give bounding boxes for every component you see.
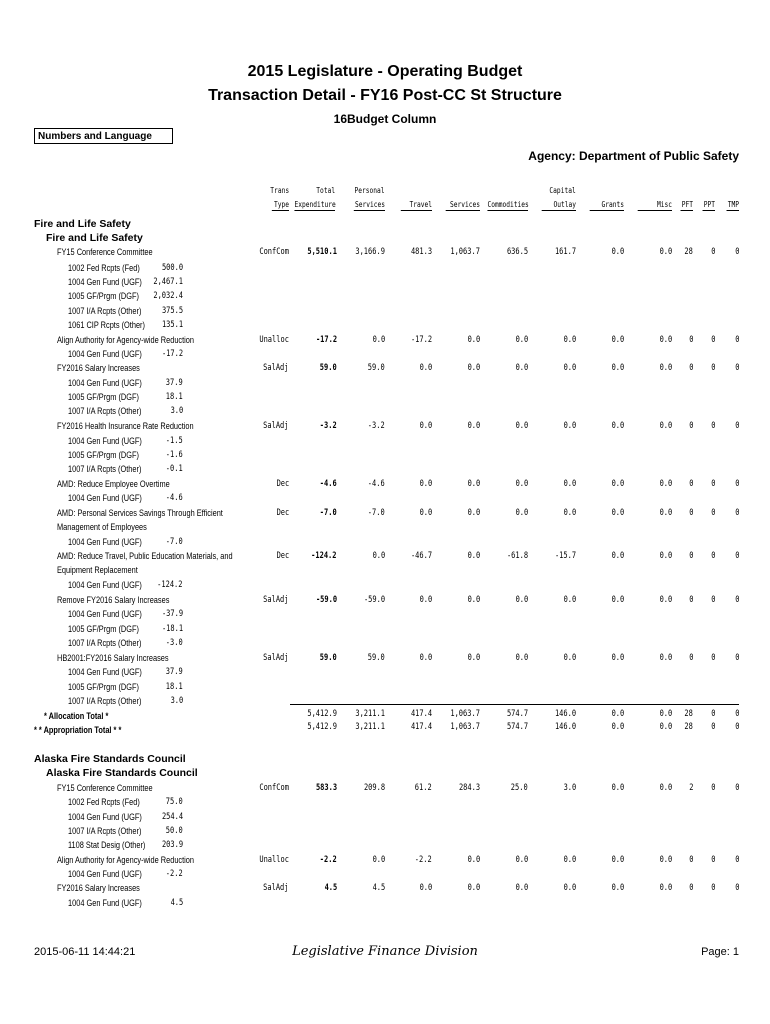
row-value: 0 xyxy=(688,653,693,663)
fund-source-label: 1108 Stat Desig (Other) xyxy=(68,840,146,850)
fund-source-amount: -18.1 xyxy=(161,624,183,634)
allocation-total-value: 1,063.7 xyxy=(450,709,480,719)
row-value: -2.2 xyxy=(415,855,432,865)
col-personal-line1: Personal xyxy=(354,186,385,195)
row-value: -3.2 xyxy=(368,421,385,431)
appropriation-total-value: 1,063.7 xyxy=(450,722,480,732)
row-value: SalAdj xyxy=(263,421,289,431)
appropriation-total-value: 5,412.9 xyxy=(307,722,337,732)
fund-source-label: 1004 Gen Fund (UGF) xyxy=(68,436,142,446)
row-value: 0.0 xyxy=(419,363,432,373)
row-value: Unalloc xyxy=(259,335,289,345)
row-value: 0.0 xyxy=(659,508,672,518)
fund-source-label: 1005 GF/Prgm (DGF) xyxy=(68,624,139,634)
row-value: 636.5 xyxy=(506,247,528,257)
row-value: SalAdj xyxy=(263,653,289,663)
col-trans-line1: Trans xyxy=(270,186,289,195)
row-value: 61.2 xyxy=(415,783,432,793)
row-value: -15.7 xyxy=(554,551,576,561)
transaction-name-cont: Equipment Replacement xyxy=(57,565,138,575)
fund-source-amount: 203.9 xyxy=(161,840,183,850)
col-misc: Misc xyxy=(638,200,672,211)
row-value: 0.0 xyxy=(467,335,480,345)
row-value: -7.0 xyxy=(368,508,385,518)
fund-source-label: 1007 I/A Rcpts (Other) xyxy=(68,638,142,648)
row-value: 0.0 xyxy=(659,595,672,605)
row-value: ConfCom xyxy=(259,783,289,793)
appropriation-total-value: 0.0 xyxy=(659,722,672,732)
row-value: 0.0 xyxy=(515,653,528,663)
fund-source-amount: 4.5 xyxy=(170,898,183,908)
row-value: 59.0 xyxy=(368,653,385,663)
col-pft: PFT xyxy=(681,200,693,209)
appropriation-total-value: 3,211.1 xyxy=(355,722,385,732)
row-value: 0 xyxy=(734,479,739,489)
section-subtitle: Fire and Life Safety xyxy=(46,232,143,244)
allocation-total-value: 0 xyxy=(734,709,739,719)
fund-source-amount: 18.1 xyxy=(166,682,183,692)
fund-source-amount: 18.1 xyxy=(166,392,183,402)
fund-source-amount: -1.5 xyxy=(166,436,183,446)
row-value: 0.0 xyxy=(563,479,576,489)
row-value: 0 xyxy=(688,479,693,489)
fund-source-amount: 135.1 xyxy=(161,320,183,330)
col-capital-line2: Outlay xyxy=(542,200,576,211)
row-value: -7.0 xyxy=(320,508,337,518)
row-value: 0 xyxy=(734,883,739,893)
allocation-total-value: 3,211.1 xyxy=(355,709,385,719)
allocation-total-label: * Allocation Total * xyxy=(44,711,109,721)
row-value: 0.0 xyxy=(515,421,528,431)
transaction-name-cont: Management of Employees xyxy=(57,522,147,532)
fund-source-amount: 3.0 xyxy=(170,696,183,706)
transaction-name: AMD: Reduce Travel, Public Education Materials, and xyxy=(57,551,233,561)
row-value: -2.2 xyxy=(320,855,337,865)
fund-source-amount: 375.5 xyxy=(161,306,183,316)
row-value: 0.0 xyxy=(563,595,576,605)
page-number: Page: 1 xyxy=(701,946,739,958)
row-value: -4.6 xyxy=(320,479,337,489)
fund-source-amount: 37.9 xyxy=(166,667,183,677)
row-value: 0 xyxy=(710,653,715,663)
row-value: 0.0 xyxy=(515,883,528,893)
row-value: 0 xyxy=(688,335,693,345)
row-value: Dec xyxy=(276,479,289,489)
col-grants: Grants xyxy=(590,200,624,211)
fund-source-label: 1004 Gen Fund (UGF) xyxy=(68,349,142,359)
transaction-name: FY2016 Salary Increases xyxy=(57,363,140,373)
appropriation-total-value: 0 xyxy=(734,722,739,732)
row-value: 583.3 xyxy=(315,783,337,793)
fund-source-label: 1007 I/A Rcpts (Other) xyxy=(68,306,142,316)
row-value: -17.2 xyxy=(315,335,337,345)
transaction-name: FY15 Conference Committee xyxy=(57,247,153,257)
row-value: 25.0 xyxy=(511,783,528,793)
row-value: 0 xyxy=(710,883,715,893)
row-value: 59.0 xyxy=(320,653,337,663)
fund-source-label: 1004 Gen Fund (UGF) xyxy=(68,378,142,388)
row-value: 0.0 xyxy=(467,363,480,373)
row-value: 5,510.1 xyxy=(307,247,337,257)
section-subtitle: Alaska Fire Standards Council xyxy=(46,767,198,779)
row-value: 0 xyxy=(734,595,739,605)
fund-source-label: 1005 GF/Prgm (DGF) xyxy=(68,450,139,460)
fund-source-amount: -3.0 xyxy=(166,638,183,648)
row-value: Unalloc xyxy=(259,855,289,865)
row-value: 0.0 xyxy=(659,479,672,489)
numbers-language-box: Numbers and Language xyxy=(34,128,173,144)
transaction-name: AMD: Personal Services Savings Through Efficient xyxy=(57,508,223,518)
fund-source-label: 1061 CIP Rcpts (Other) xyxy=(68,320,145,330)
row-value: 0 xyxy=(710,247,715,257)
totals-rule xyxy=(290,704,739,705)
appropriation-total-value: 146.0 xyxy=(554,722,576,732)
row-value: 0.0 xyxy=(563,421,576,431)
row-value: 0.0 xyxy=(467,551,480,561)
fund-source-amount: 3.0 xyxy=(170,406,183,416)
row-value: 0 xyxy=(710,508,715,518)
fund-source-amount: -4.6 xyxy=(166,493,183,503)
row-value: 0.0 xyxy=(515,479,528,489)
row-value: 0 xyxy=(734,653,739,663)
row-value: 0.0 xyxy=(515,508,528,518)
row-value: 3.0 xyxy=(563,783,576,793)
col-capital-line1: Capital xyxy=(549,186,576,195)
signature-logo: Legislative Finance Division xyxy=(292,944,478,959)
row-value: 0 xyxy=(688,883,693,893)
row-value: 0 xyxy=(710,783,715,793)
row-value: 0.0 xyxy=(419,508,432,518)
row-value: 0.0 xyxy=(611,247,624,257)
row-value: SalAdj xyxy=(263,883,289,893)
appropriation-total-value: 574.7 xyxy=(506,722,528,732)
col-trans-line2: Type xyxy=(272,200,289,211)
fund-source-label: 1007 I/A Rcpts (Other) xyxy=(68,826,142,836)
row-value: Dec xyxy=(276,551,289,561)
report-title: 2015 Legislature - Operating Budget xyxy=(247,63,523,80)
row-value: 0.0 xyxy=(659,421,672,431)
row-value: 0.0 xyxy=(467,855,480,865)
fund-source-amount: 37.9 xyxy=(166,378,183,388)
fund-source-amount: 2,467.1 xyxy=(153,277,183,287)
transaction-name: FY2016 Salary Increases xyxy=(57,883,140,893)
row-value: 0.0 xyxy=(372,551,385,561)
row-value: 0.0 xyxy=(611,421,624,431)
row-value: 0.0 xyxy=(659,247,672,257)
fund-source-amount: 75.0 xyxy=(166,797,183,807)
row-value: 161.7 xyxy=(554,247,576,257)
row-value: 0.0 xyxy=(659,855,672,865)
row-value: ConfCom xyxy=(259,247,289,257)
fund-source-label: 1005 GF/Prgm (DGF) xyxy=(68,682,139,692)
col-tmp: TMP xyxy=(727,200,739,209)
row-value: 0.0 xyxy=(611,883,624,893)
fund-source-amount: 2,032.4 xyxy=(153,291,183,301)
row-value: 0.0 xyxy=(611,363,624,373)
row-value: 0 xyxy=(710,595,715,605)
fund-source-label: 1007 I/A Rcpts (Other) xyxy=(68,696,142,706)
row-value: 284.3 xyxy=(458,783,480,793)
row-value: -17.2 xyxy=(410,335,432,345)
row-value: 0 xyxy=(688,508,693,518)
row-value: 0 xyxy=(734,363,739,373)
row-value: 0.0 xyxy=(611,508,624,518)
row-value: 0 xyxy=(734,247,739,257)
row-value: 0.0 xyxy=(611,479,624,489)
fund-source-label: 1002 Fed Rcpts (Fed) xyxy=(68,263,140,273)
col-travel: Travel xyxy=(401,200,432,211)
row-value: 0.0 xyxy=(419,595,432,605)
row-value: 0.0 xyxy=(515,335,528,345)
fund-source-label: 1004 Gen Fund (UGF) xyxy=(68,493,142,503)
fund-source-label: 1004 Gen Fund (UGF) xyxy=(68,869,142,879)
row-value: 0 xyxy=(710,363,715,373)
fund-source-label: 1004 Gen Fund (UGF) xyxy=(68,609,142,619)
row-value: -61.8 xyxy=(506,551,528,561)
allocation-total-value: 574.7 xyxy=(506,709,528,719)
row-value: 0 xyxy=(710,421,715,431)
row-value: 28 xyxy=(684,247,693,257)
row-value: 0.0 xyxy=(467,653,480,663)
row-value: 0.0 xyxy=(659,653,672,663)
agency-label: Agency: Department of Public Safety xyxy=(528,149,739,163)
transaction-name: FY15 Conference Committee xyxy=(57,783,153,793)
allocation-total-value: 146.0 xyxy=(554,709,576,719)
row-value: 4.5 xyxy=(324,883,337,893)
row-value: 0 xyxy=(688,421,693,431)
fund-source-amount: -2.2 xyxy=(166,869,183,879)
fund-source-label: 1004 Gen Fund (UGF) xyxy=(68,898,142,908)
row-value: 1,063.7 xyxy=(450,247,480,257)
row-value: 0 xyxy=(734,421,739,431)
fund-source-amount: 50.0 xyxy=(166,826,183,836)
row-value: SalAdj xyxy=(263,363,289,373)
row-value: -4.6 xyxy=(368,479,385,489)
row-value: 0.0 xyxy=(515,363,528,373)
transaction-name: HB2001:FY2016 Salary Increases xyxy=(57,653,169,663)
col-commodities: Commodities xyxy=(487,200,529,209)
row-value: 0.0 xyxy=(563,363,576,373)
row-value: 0.0 xyxy=(372,855,385,865)
row-value: 0.0 xyxy=(467,595,480,605)
allocation-total-value: 5,412.9 xyxy=(307,709,337,719)
row-value: 0.0 xyxy=(467,479,480,489)
transaction-name: Align Authority for Agency-wide Reduction xyxy=(57,335,195,345)
row-value: -59.0 xyxy=(363,595,385,605)
col-personal-line2: Services xyxy=(354,200,385,209)
fund-source-label: 1002 Fed Rcpts (Fed) xyxy=(68,797,140,807)
row-value: 0.0 xyxy=(611,783,624,793)
report-timestamp: 2015-06-11 14:44:21 xyxy=(34,946,136,958)
row-value: 0.0 xyxy=(611,855,624,865)
fund-source-amount: 500.0 xyxy=(161,263,183,273)
allocation-total-value: 0.0 xyxy=(611,709,624,719)
row-value: 0.0 xyxy=(611,653,624,663)
row-value: 0 xyxy=(710,551,715,561)
row-value: 0.0 xyxy=(515,855,528,865)
transaction-name: AMD: Reduce Employee Overtime xyxy=(57,479,170,489)
row-value: 0.0 xyxy=(467,508,480,518)
row-value: 0.0 xyxy=(563,855,576,865)
row-value: 0.0 xyxy=(419,883,432,893)
fund-source-label: 1004 Gen Fund (UGF) xyxy=(68,277,142,287)
row-value: 3,166.9 xyxy=(355,247,385,257)
row-value: 0.0 xyxy=(659,335,672,345)
row-value: 0 xyxy=(688,595,693,605)
row-value: 0 xyxy=(734,783,739,793)
row-value: 0.0 xyxy=(372,335,385,345)
budget-column-label: 16Budget Column xyxy=(333,112,437,126)
fund-source-amount: -0.1 xyxy=(166,464,183,474)
allocation-total-value: 28 xyxy=(684,709,693,719)
fund-source-amount: -17.2 xyxy=(161,349,183,359)
section-title: Fire and Life Safety xyxy=(34,218,131,230)
fund-source-label: 1007 I/A Rcpts (Other) xyxy=(68,406,142,416)
row-value: 0.0 xyxy=(659,883,672,893)
fund-source-amount: -37.9 xyxy=(161,609,183,619)
row-value: 0.0 xyxy=(467,883,480,893)
appropriation-total-value: 0 xyxy=(710,722,715,732)
row-value: 0 xyxy=(734,335,739,345)
row-value: SalAdj xyxy=(263,595,289,605)
row-value: 2 xyxy=(688,783,693,793)
row-value: 0.0 xyxy=(563,508,576,518)
appropriation-total-value: 0.0 xyxy=(611,722,624,732)
row-value: -46.7 xyxy=(410,551,432,561)
fund-source-label: 1005 GF/Prgm (DGF) xyxy=(68,291,139,301)
row-value: 209.8 xyxy=(363,783,385,793)
col-total-line2: Expenditure xyxy=(294,200,336,209)
appropriation-total-value: 417.4 xyxy=(410,722,432,732)
row-value: 0.0 xyxy=(419,653,432,663)
row-value: -59.0 xyxy=(315,595,337,605)
col-services: Services xyxy=(446,200,480,211)
appropriation-total-value: 28 xyxy=(684,722,693,732)
row-value: 0 xyxy=(688,551,693,561)
transaction-name: Remove FY2016 Salary Increases xyxy=(57,595,170,605)
row-value: 0.0 xyxy=(419,421,432,431)
transaction-name: FY2016 Health Insurance Rate Reduction xyxy=(57,421,194,431)
row-value: 0.0 xyxy=(611,335,624,345)
row-value: 0 xyxy=(710,335,715,345)
row-value: 0 xyxy=(734,508,739,518)
row-value: 0.0 xyxy=(563,335,576,345)
row-value: 0.0 xyxy=(659,551,672,561)
fund-source-label: 1004 Gen Fund (UGF) xyxy=(68,812,142,822)
allocation-total-value: 0.0 xyxy=(659,709,672,719)
row-value: 0 xyxy=(688,363,693,373)
row-value: 0.0 xyxy=(515,595,528,605)
row-value: 0 xyxy=(710,855,715,865)
fund-source-label: 1005 GF/Prgm (DGF) xyxy=(68,392,139,402)
row-value: 0.0 xyxy=(611,595,624,605)
row-value: 0 xyxy=(710,479,715,489)
row-value: 0.0 xyxy=(611,551,624,561)
section-title: Alaska Fire Standards Council xyxy=(34,753,186,765)
row-value: 0.0 xyxy=(467,421,480,431)
fund-source-amount: -7.0 xyxy=(166,537,183,547)
row-value: 0 xyxy=(688,855,693,865)
fund-source-label: 1004 Gen Fund (UGF) xyxy=(68,580,142,590)
row-value: 4.5 xyxy=(372,883,385,893)
row-value: 0.0 xyxy=(563,653,576,663)
row-value: 481.3 xyxy=(410,247,432,257)
report-subtitle: Transaction Detail - FY16 Post-CC St Structure xyxy=(208,87,562,104)
row-value: -124.2 xyxy=(311,551,337,561)
allocation-total-value: 0 xyxy=(710,709,715,719)
allocation-total-value: 417.4 xyxy=(410,709,432,719)
col-total-line1: Total xyxy=(316,186,335,195)
appropriation-total-label: * * Appropriation Total * * xyxy=(34,725,122,735)
fund-source-label: 1004 Gen Fund (UGF) xyxy=(68,667,142,677)
col-ppt: PPT xyxy=(703,200,715,209)
row-value: 0.0 xyxy=(659,363,672,373)
fund-source-amount: 254.4 xyxy=(161,812,183,822)
fund-source-label: 1007 I/A Rcpts (Other) xyxy=(68,464,142,474)
row-value: 0.0 xyxy=(419,479,432,489)
fund-source-amount: -124.2 xyxy=(157,580,183,590)
row-value: 0.0 xyxy=(659,783,672,793)
row-value: -3.2 xyxy=(320,421,337,431)
fund-source-label: 1004 Gen Fund (UGF) xyxy=(68,537,142,547)
row-value: 0 xyxy=(734,855,739,865)
row-value: Dec xyxy=(276,508,289,518)
row-value: 0 xyxy=(734,551,739,561)
row-value: 59.0 xyxy=(320,363,337,373)
fund-source-amount: -1.6 xyxy=(166,450,183,460)
row-value: 0.0 xyxy=(563,883,576,893)
row-value: 59.0 xyxy=(368,363,385,373)
transaction-name: Align Authority for Agency-wide Reduction xyxy=(57,855,195,865)
